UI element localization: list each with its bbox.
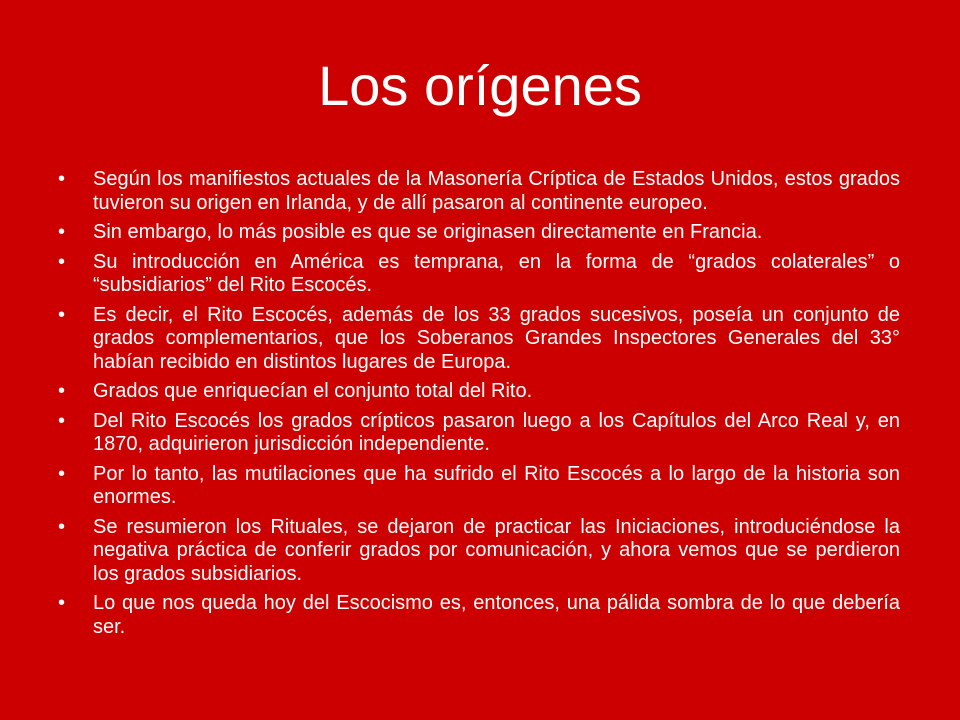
bullet-text: Se resumieron los Rituales, se dejaron de practicar las Iniciaciones, introduciéndose la negativa práctica de conferir grados por comunicación, y ahora vemos que se perdieron los grados subsidiarios.: [93, 515, 900, 585]
bullet-dot-icon: •: [58, 221, 66, 243]
bullet-dot-icon: •: [58, 380, 66, 402]
bullet-dot-icon: •: [58, 303, 66, 326]
bullet-dot-icon: •: [58, 515, 66, 538]
bullet-text: Del Rito Escocés los grados crípticos pasaron luego a los Capítulos del Arco Real y, en 1870, adquirieron jurisdicción independiente.: [93, 409, 900, 455]
bullet-dot-icon: •: [58, 592, 66, 614]
bullet-text: Su introducción en América es temprana, en la forma de “grados colaterales” o “subsidiarios” del Rito Escocés.: [93, 250, 900, 296]
bullet-item: [58, 380, 900, 404]
bullet-dot-icon: •: [58, 250, 66, 273]
bullet-dot-icon: •: [58, 168, 66, 190]
bullet-text: Por lo tanto, las mutilaciones que ha sufrido el Rito Escocés a lo largo de la historia son enormes.: [93, 462, 900, 508]
bullet-item: [58, 304, 900, 375]
bullet-item: [58, 168, 900, 215]
bullet-dot-icon: •: [58, 462, 66, 485]
bullet-text: Sin embargo, lo más posible es que se originasen directamente en Francia.: [93, 221, 763, 243]
bullet-dot-icon: •: [58, 409, 66, 432]
bullet-text: Es decir, el Rito Escocés, además de los 33 grados sucesivos, poseía un conjunto de grados complementarios, que los Soberanos Grandes Inspectores Generales del 33° habían recibido en distintos lugares de Europa.: [93, 303, 900, 373]
bullet-item: [58, 221, 900, 245]
bullet-list: [58, 168, 900, 645]
bullet-text: Según los manifiestos actuales de la Masonería Críptica de Estados Unidos, estos grados tuvieron su origen en Irlanda, y de allí pasaron al continente europeo.: [93, 168, 900, 214]
bullet-item: [58, 463, 900, 510]
bullet-item: [58, 516, 900, 587]
bullet-text: Grados que enriquecían el conjunto total del Rito.: [93, 380, 533, 402]
slide-title: Los orígenes: [318, 54, 642, 117]
bullet-item: [58, 592, 900, 639]
bullet-item: [58, 410, 900, 457]
bullet-text: Lo que nos queda hoy del Escocismo es, entonces, una pálida sombra de lo que debería ser.: [93, 592, 900, 638]
bullet-item: [58, 251, 900, 298]
